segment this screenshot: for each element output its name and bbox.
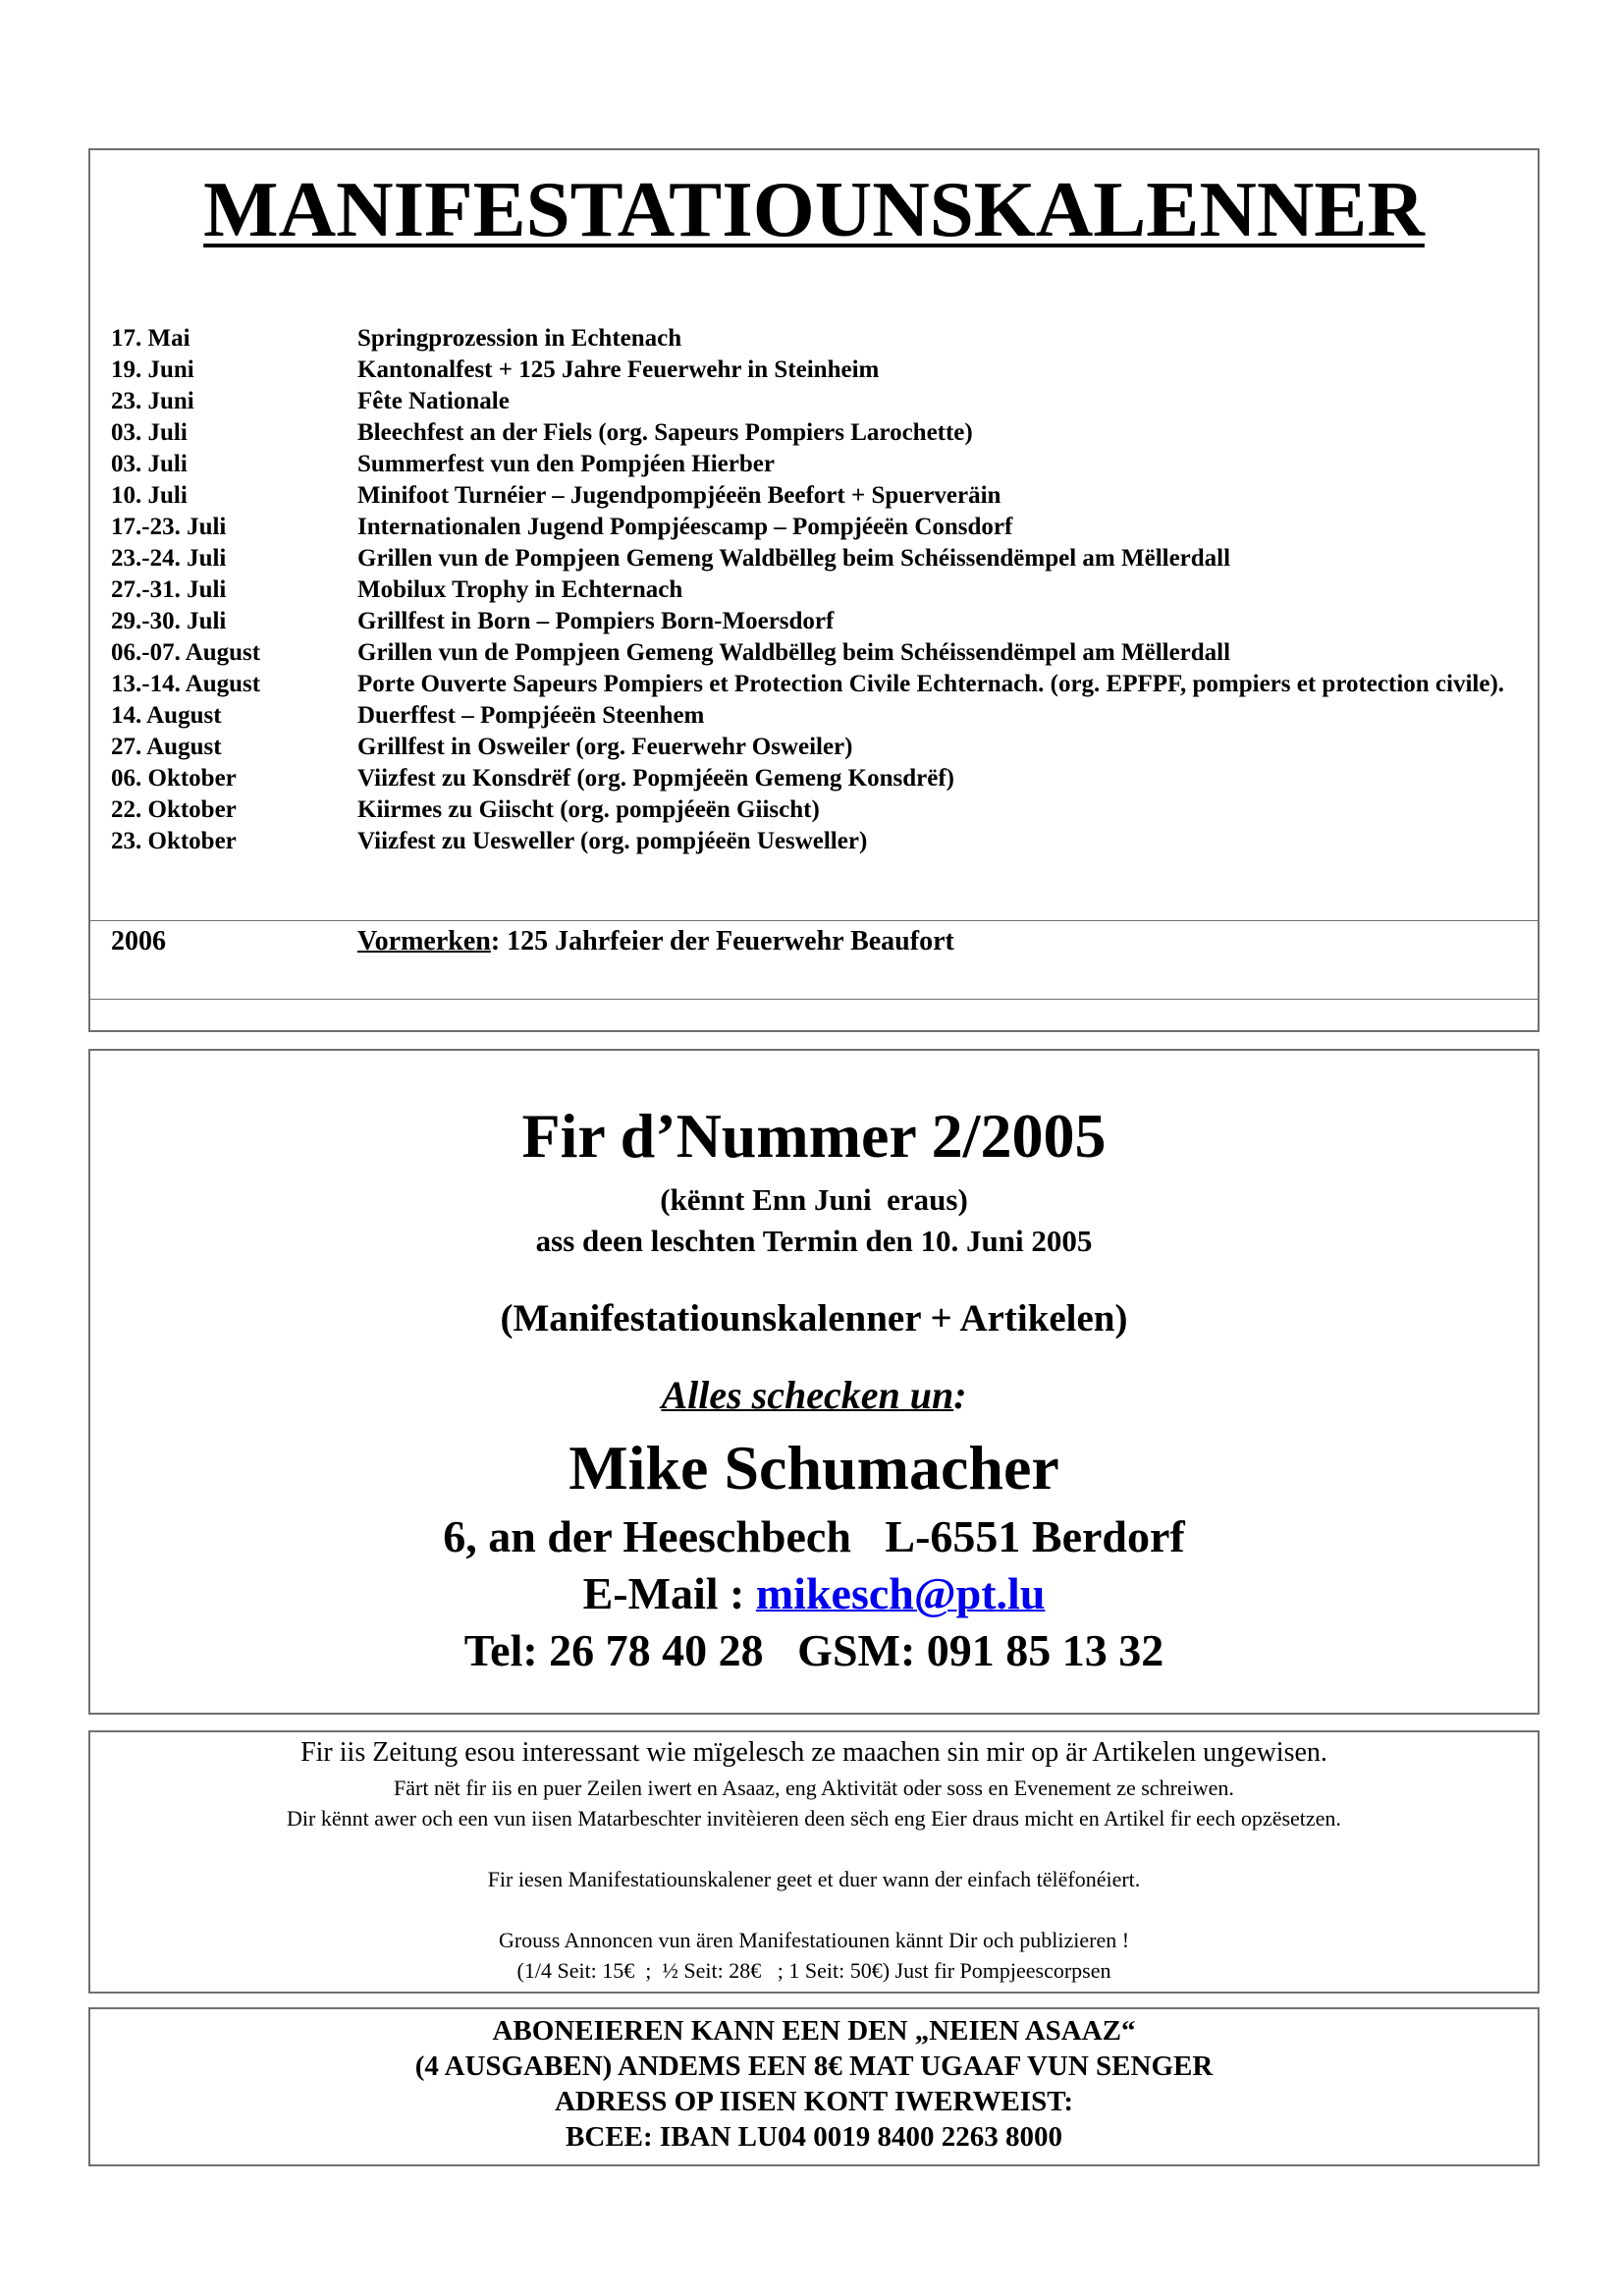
event-description: Summerfest vun den Pompjéen Hierber <box>357 451 775 477</box>
event-description: Springprozession in Echtenach <box>357 325 682 352</box>
event-description: Grillen vun de Pompjeen Gemeng Waldbëlleg beim Schéissendëmpel am Mëllerdall <box>357 639 1231 666</box>
send-to-colon: : <box>953 1373 967 1417</box>
event-date: 23.-24. Juli <box>111 545 227 572</box>
event-description: Mobilux Trophy in Echternach <box>357 576 683 603</box>
event-row <box>111 417 1515 449</box>
event-date: 27. August <box>111 734 222 760</box>
subscribe-line-3: ADRESS OP IISEN KONT IWERWEIST: <box>554 2086 1074 2117</box>
deadline-title: Fir d’Nummer 2/2005 <box>521 1101 1107 1171</box>
subscribe-box <box>88 2007 1540 2166</box>
event-date: 13.-14. August <box>111 671 261 697</box>
info-line-2: Färt nët fir iis en puer Zeilen iwert en Asaaz, eng Aktivität oder soss en Evenement ze schreiwen. <box>394 1776 1234 1800</box>
contact-email-line <box>90 1567 1538 1620</box>
note-label: Vormerken <box>357 926 491 957</box>
event-date: 03. Juli <box>111 451 188 477</box>
event-row <box>111 355 1515 386</box>
event-description: Duerffest – Pompjéeën Steenhem <box>357 702 705 729</box>
event-description: Grillen vun de Pompjeen Gemeng Waldbëlleg beim Schéissendëmpel am Mëllerdall <box>357 545 1231 572</box>
info-lead: Fir iis Zeitung esou interessant wie mïgelesch ze maachen sin mir op är Artikelen ungewisen. <box>300 1737 1327 1768</box>
event-row <box>111 606 1515 637</box>
info-line-6: (1/4 Seit: 15€ ; ½ Seit: 28€ ; 1 Seit: 50€) Just fir Pompjeescorpsen <box>516 1958 1111 1983</box>
note-body: : 125 Jahrfeier der Feuerwehr Beaufort <box>490 926 954 957</box>
event-date: 14. August <box>111 702 222 729</box>
event-date: 23. Oktober <box>111 828 237 854</box>
event-description: Viizfest zu Konsdrëf (org. Popmjéeën Gemeng Konsdrëf) <box>357 765 954 792</box>
event-description: Bleechfest an der Fiels (org. Sapeurs Pompiers Larochette) <box>357 419 973 446</box>
event-description: Minifoot Turnéier – Jugendpompjéeën Beefort + Spuerveräin <box>357 482 1001 509</box>
calendar-title-text: MANIFESTATIOUNSKALENNER <box>203 165 1425 253</box>
event-date: 06.-07. August <box>111 639 261 666</box>
event-row <box>111 574 1515 606</box>
event-date: 22. Oktober <box>111 796 237 823</box>
event-date: 17.-23. Juli <box>111 514 227 540</box>
event-description: Porte Ouverte Sapeurs Pompiers et Protection Civile Echternach. (org. EPFPF, pompiers et protection civile). <box>357 671 1505 697</box>
event-row <box>111 700 1515 732</box>
event-row <box>111 763 1515 794</box>
event-row <box>111 543 1515 574</box>
info-line-4: Fir iesen Manifestatiounskalener geet et duer wann der einfach tëlëfonéiert. <box>487 1867 1141 1891</box>
info-line-3: Dir kënnt awer och een vun iisen Matarbeschter invitèieren deen sëch eng Eier draus micht en Artikel fir eech opzësetzen. <box>287 1806 1341 1831</box>
send-to-label: Alles schecken un <box>661 1373 954 1417</box>
event-date: 06. Oktober <box>111 765 237 792</box>
event-date: 19. Juni <box>111 356 194 383</box>
event-date: 17. Mai <box>111 325 190 352</box>
event-description: Grillfest in Osweiler (org. Feuerwehr Osweiler) <box>357 734 853 760</box>
info-box <box>88 1730 1540 1994</box>
note-text <box>357 925 954 958</box>
event-list <box>111 323 1515 857</box>
event-date: 29.-30. Juli <box>111 608 227 634</box>
contact-name: Mike Schumacher <box>568 1433 1059 1503</box>
note-year: 2006 <box>111 926 166 957</box>
event-description: Viizfest zu Uesweller (org. pompjéeën Uesweller) <box>357 828 868 854</box>
event-date: 23. Juni <box>111 388 194 414</box>
subscribe-line-1: ABONEIEREN KANN EEN DEN „NEIEN ASAAZ“ <box>492 2015 1136 2047</box>
event-description: Grillfest in Born – Pompiers Born-Moersdorf <box>357 608 835 634</box>
event-row <box>111 794 1515 826</box>
event-description: Kantonalfest + 125 Jahre Feuerwehr in Steinheim <box>357 356 880 383</box>
subscribe-line-2: (4 AUSGABEN) ANDEMS EEN 8€ MAT UGAAF VUN SENGER <box>414 2050 1214 2082</box>
email-link[interactable]: mikesch@pt.lu <box>755 1568 1046 1618</box>
event-date: 27.-31. Juli <box>111 576 227 603</box>
event-row <box>111 732 1515 763</box>
send-to-line <box>90 1373 1538 1418</box>
event-date: 03. Juli <box>111 419 188 446</box>
contact-address: 6, an der Heeschbech L-6551 Berdorf <box>443 1511 1185 1561</box>
email-label: E-Mail : <box>582 1568 756 1618</box>
event-date: 10. Juli <box>111 482 188 509</box>
contact-phone: Tel: 26 78 40 28 GSM: 091 85 13 32 <box>463 1625 1164 1675</box>
event-row <box>111 637 1515 669</box>
event-row <box>111 826 1515 857</box>
deadline-date: ass deen leschten Termin den 10. Juni 2005 <box>535 1224 1093 1258</box>
note-row <box>111 925 1515 958</box>
event-description: Kiirmes zu Giischt (org. pompjéeën Giischt) <box>357 796 820 823</box>
event-row <box>111 449 1515 480</box>
calendar-title <box>90 166 1538 253</box>
event-row <box>111 323 1515 355</box>
event-row <box>111 386 1515 417</box>
divider-top <box>90 920 1538 921</box>
event-description: Fête Nationale <box>357 388 510 414</box>
deadline-content-types: (Manifestatiounskalenner + Artikelen) <box>500 1297 1128 1339</box>
event-row <box>111 512 1515 543</box>
subscribe-bank-account: BCEE: IBAN LU04 0019 8400 2263 8000 <box>566 2121 1062 2153</box>
calendar-box <box>88 148 1540 1032</box>
event-row <box>111 480 1515 512</box>
event-row <box>111 669 1515 700</box>
info-line-5: Grouss Annoncen vun ären Manifestatiounen kännt Dir och publizieren ! <box>498 1928 1130 1952</box>
event-description: Internationalen Jugend Pompjéescamp – Pompjéeën Consdorf <box>357 514 1013 540</box>
divider-bottom <box>90 999 1538 1000</box>
deadline-box <box>88 1049 1540 1715</box>
deadline-release-note: (kënnt Enn Juni eraus) <box>660 1182 968 1217</box>
